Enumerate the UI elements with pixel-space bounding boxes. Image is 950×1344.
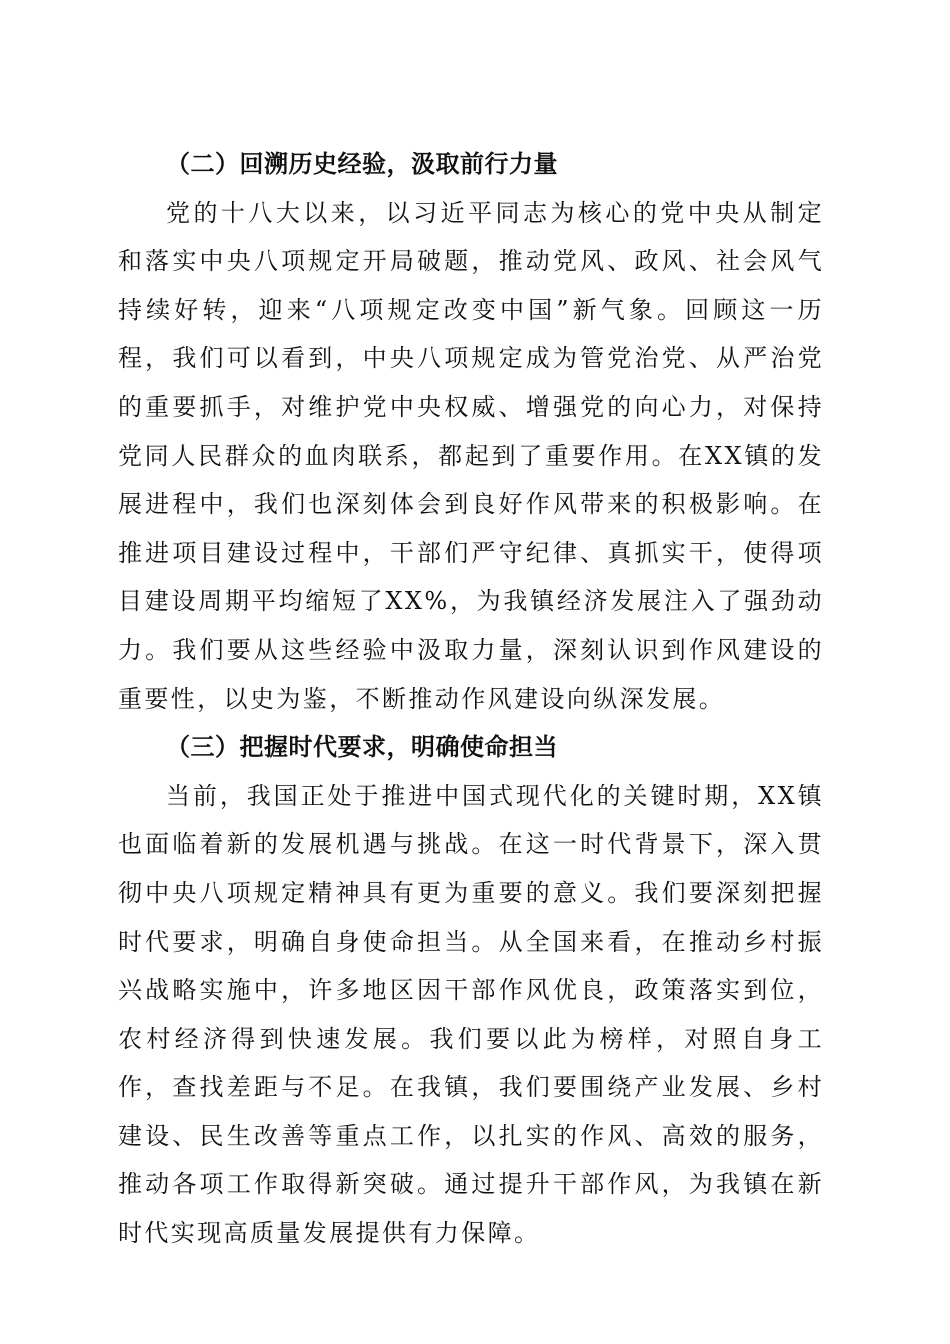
section-body-2: 党的十八大以来，以习近平同志为核心的党中央从制定和落实中央八项规定开局破题，推动党风、政风、社会风气持续好转，迎来“八项规定改变中国”新气象。回顾这一历程，我们可以看到，中央八项规定成为管党治党、从严治党的重要抓手，对维护党中央权威、增强党的向心力，对保持党同人民群众的血肉联系，都起到了重要作用。在XX镇的发展进程中，我们也深刻体会到良好作风带来的积极影响。在推进项目建设过程中，干部们严守纪律、真抓实干，使得项目建设周期平均缩短了XX%，为我镇经济发展注入了强劲动力。我们要从这些经验中汲取力量，深刻认识到作风建设的重要性，以史为鉴，不断推动作风建设向纵深发展。: [118, 198, 824, 713]
document-content: [118, 140, 824, 1258]
section-heading-3: （三）把握时代要求，明确使命担当: [166, 732, 558, 762]
section-body-3: 当前，我国正处于推进中国式现代化的关键时期，XX镇也面临着新的发展机遇与挑战。在这一时代背景下，深入贯彻中央八项规定精神具有更为重要的意义。我们要深刻把握时代要求，明确自身使命担当。从全国来看，在推动乡村振兴战略实施中，许多地区因干部作风优良，政策落实到位，农村经济得到快速发展。我们要以此为榜样，对照自身工作，查找差距与不足。在我镇，我们要围绕产业发展、乡村建设、民生改善等重点工作，以扎实的作风、高效的服务，推动各项工作取得新突破。通过提升干部作风，为我镇在新时代实现高质量发展提供有力保障。: [118, 781, 824, 1248]
section-heading-2: （二）回溯历史经验，汲取前行力量: [166, 149, 558, 178]
